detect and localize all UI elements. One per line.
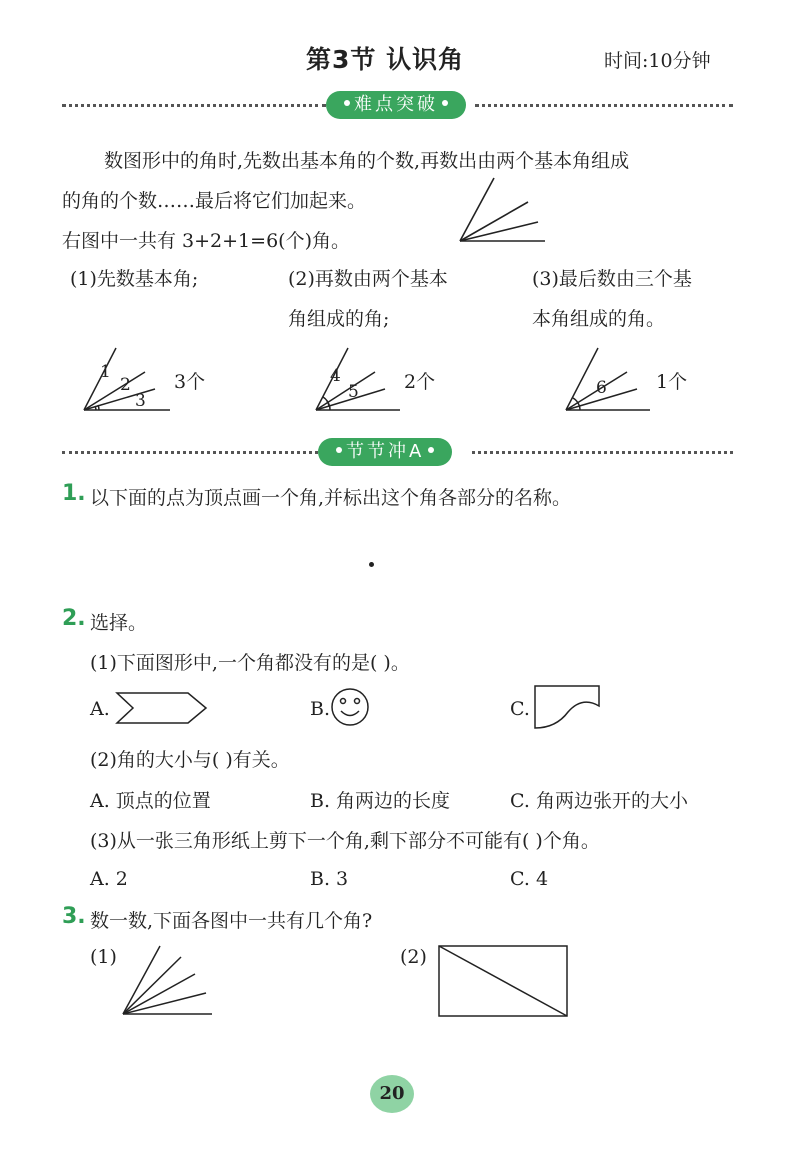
step-2-line-2: 角组成的角; (288, 308, 390, 330)
fig1-count: 3个 (174, 371, 206, 393)
q2-sub1: (1)下面图形中,一个角都没有的是( )。 (90, 652, 410, 674)
fig1-label-1: 1 (100, 362, 111, 382)
intro-line-1: 数图形中的角时,先数出基本角的个数,再数出由两个基本角组成 (104, 150, 630, 172)
badge-label: 节节冲A (346, 441, 425, 462)
q1-text: 以下面的点为顶点画一个角,并标出这个角各部分的名称。 (90, 487, 572, 509)
time-limit: 时间:10分钟 (604, 50, 711, 72)
step-3-line-1: (3)最后数由三个基 (532, 268, 692, 290)
step-1: (1)先数基本角; (70, 268, 199, 290)
fig2-label-4: 4 (330, 366, 341, 386)
fig3-count: 1个 (656, 371, 688, 393)
q2-text: 选择。 (90, 612, 148, 634)
q2-sub2: (2)角的大小与( )有关。 (90, 749, 290, 771)
q2-number: 2. (62, 606, 86, 631)
q2-sub3-option-b[interactable]: B. 3 (310, 868, 349, 890)
q2-sub2-option-b[interactable]: B. 角两边的长度 (310, 790, 451, 812)
step-3-line-2: 本角组成的角。 (532, 308, 666, 330)
fig1-label-2: 2 (120, 375, 131, 395)
q2-sub3-option-a[interactable]: A. 2 (90, 868, 128, 890)
q2-sub1-option-c[interactable]: C. (510, 698, 530, 720)
q3-number: 3. (62, 904, 86, 929)
page-title: 第3节 认识角 (306, 45, 465, 74)
badge-label: 难点突破 (354, 94, 438, 115)
q2-sub1-option-b[interactable]: B. (310, 698, 331, 720)
fig3-label-6: 6 (596, 378, 607, 398)
intro-line-2: 的角的个数……最后将它们加起来。 (62, 190, 367, 212)
q2-sub3: (3)从一张三角形纸上剪下一个角,剩下部分不可能有( )个角。 (90, 830, 600, 852)
q3-fig2-label: (2) (400, 946, 427, 968)
q2-sub3-option-c[interactable]: C. 4 (510, 868, 549, 890)
fig2-count: 2个 (404, 371, 436, 393)
q3-fig1-label: (1) (90, 946, 117, 968)
q3-text: 数一数,下面各图中一共有几个角? (90, 910, 373, 932)
page-number: 20 (370, 1075, 414, 1113)
q2-sub2-option-c[interactable]: C. 角两边张开的大小 (510, 790, 688, 812)
fig1-label-3: 3 (135, 391, 146, 411)
fig2-label-5: 5 (348, 382, 359, 402)
step-2-line-1: (2)再数由两个基本 (288, 268, 448, 290)
q2-sub2-option-a[interactable]: A. 顶点的位置 (90, 790, 211, 812)
q1-number: 1. (62, 481, 86, 506)
q2-sub1-option-a[interactable]: A. (90, 698, 110, 720)
example-line: 右图中一共有 3+2+1=6(个)角。 (62, 230, 350, 252)
